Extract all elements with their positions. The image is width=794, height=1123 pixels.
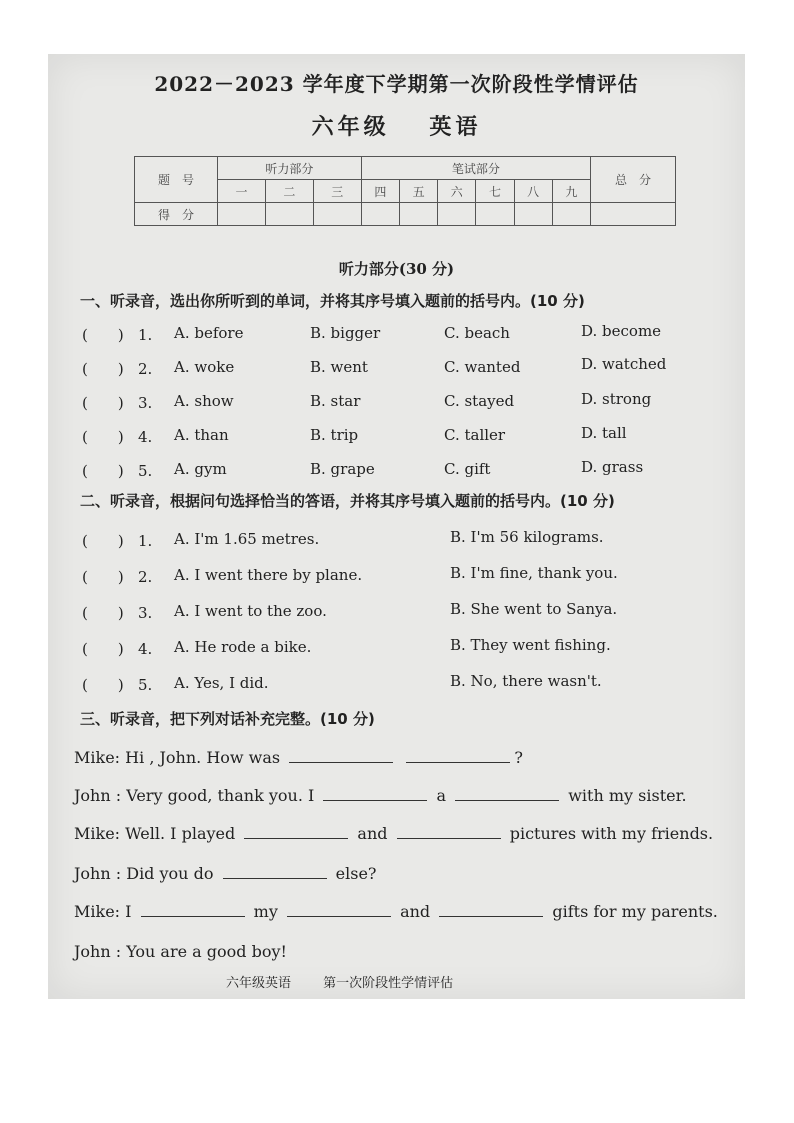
score-col: 八 xyxy=(514,180,552,203)
score-col: 四 xyxy=(361,180,399,203)
score-col: 一 xyxy=(218,180,266,203)
page-footer xyxy=(226,972,481,991)
answer-blank[interactable] xyxy=(287,902,391,917)
answer-blank[interactable] xyxy=(223,864,327,879)
dialogue-line: Mike: I my and gifts for my parents. xyxy=(74,902,718,921)
score-row-label: 得 分 xyxy=(135,203,218,226)
answer-blank[interactable] xyxy=(289,748,393,763)
score-cell xyxy=(514,203,552,226)
answer-blank[interactable] xyxy=(455,786,559,801)
dialogue-line: John : Very good, thank you. I a with my sister. xyxy=(74,786,687,805)
answer-blank[interactable] xyxy=(141,902,245,917)
writing-part-label: 笔试部分 xyxy=(361,157,590,180)
answer-blank[interactable] xyxy=(439,902,543,917)
score-cell xyxy=(476,203,514,226)
score-cell xyxy=(552,203,590,226)
score-col: 二 xyxy=(265,180,313,203)
score-cell xyxy=(361,203,399,226)
listening-part-label: 听力部分 xyxy=(218,157,362,180)
part2-title: 二、听录音，根据问句选择恰当的答语，并将其序号填入题前的括号内。(10 分) xyxy=(80,492,615,510)
exam-paper: 2022－2023 学年度下学期第一次阶段性学情评估 六年级 英语 题 号 听力部分 笔试部分 总 分 一 二 三 四 五 六 七 八 九 得 分 听力部分(30 分) 一、听录音，选出你所听到的单词，并将其序号填入题前的括号内。(10 分) ( ) 1. A. before B. bigger C. beach D. become ( ) 2. A. woke B. went C. wanted D. watched ( ) 3. A. show B. star C. stayed D. strong ( ) 4. A. than B. trip C. taller D. tall ( ) 5. A. gym B. grape C. gift D. grass 二、听录音，根据问句选择恰当的答语，并将其序号填入题前的括号内。(10 分) ( ) 1. A. I'm 1.65 metres. B. I'm 56 kilograms. ( ) 2. A. I went there by plane. B. I'm fine, thank you. ( ) 3. A. I went to the zoo. B. She went to Sanya. ( ) 4. A. He rode a bike. B. They went fishing. ( ) 5. A. Yes, I did. B. No, there wasn't. 三、听录音，把下列对话补充完整。(10 分) Mike: Hi , John. How was ? John : Very good, thank you. I a with my sister. Mike: Well. I played and pictures with my friends. John : Did you do else? Mike: I my and gifts for my parents. John : You are a good boy! 六年级英语 第一次阶段性学情评估 xyxy=(48,54,745,999)
subject-label: 英语 xyxy=(429,114,482,140)
dialogue-line: John : You are a good boy! xyxy=(74,942,287,961)
answer-blank[interactable] xyxy=(323,786,427,801)
footer-left: 六年级英语 xyxy=(226,976,292,991)
score-cell xyxy=(265,203,313,226)
score-cell xyxy=(313,203,361,226)
part1-title: 一、听录音，选出你所听到的单词，并将其序号填入题前的括号内。(10 分) xyxy=(80,292,585,310)
exam-title: 2022－2023 学年度下学期第一次阶段性学情评估 xyxy=(154,72,639,96)
exam-subtitle xyxy=(48,110,745,141)
footer-right: 第一次阶段性学情评估 xyxy=(323,976,454,991)
score-cell xyxy=(400,203,438,226)
score-cell xyxy=(591,203,676,226)
score-col: 九 xyxy=(552,180,590,203)
question-number-label: 题 号 xyxy=(135,157,218,203)
score-col: 六 xyxy=(438,180,476,203)
score-col: 五 xyxy=(400,180,438,203)
score-col: 七 xyxy=(476,180,514,203)
score-table xyxy=(134,156,676,226)
score-cell xyxy=(438,203,476,226)
answer-blank[interactable] xyxy=(397,824,501,839)
answer-blank[interactable] xyxy=(244,824,348,839)
dialogue-line: Mike: Hi , John. How was ? xyxy=(74,748,523,767)
total-label: 总 分 xyxy=(591,157,676,203)
part3-title: 三、听录音，把下列对话补充完整。(10 分) xyxy=(80,710,375,728)
grade-label: 六年级 xyxy=(311,114,390,140)
score-cell xyxy=(218,203,266,226)
answer-blank[interactable] xyxy=(406,748,510,763)
listening-section-header: 听力部分(30 分) xyxy=(338,260,455,278)
score-col: 三 xyxy=(313,180,361,203)
dialogue-line: Mike: Well. I played and pictures with my friends. xyxy=(74,824,714,843)
dialogue-line: John : Did you do else? xyxy=(74,864,377,883)
